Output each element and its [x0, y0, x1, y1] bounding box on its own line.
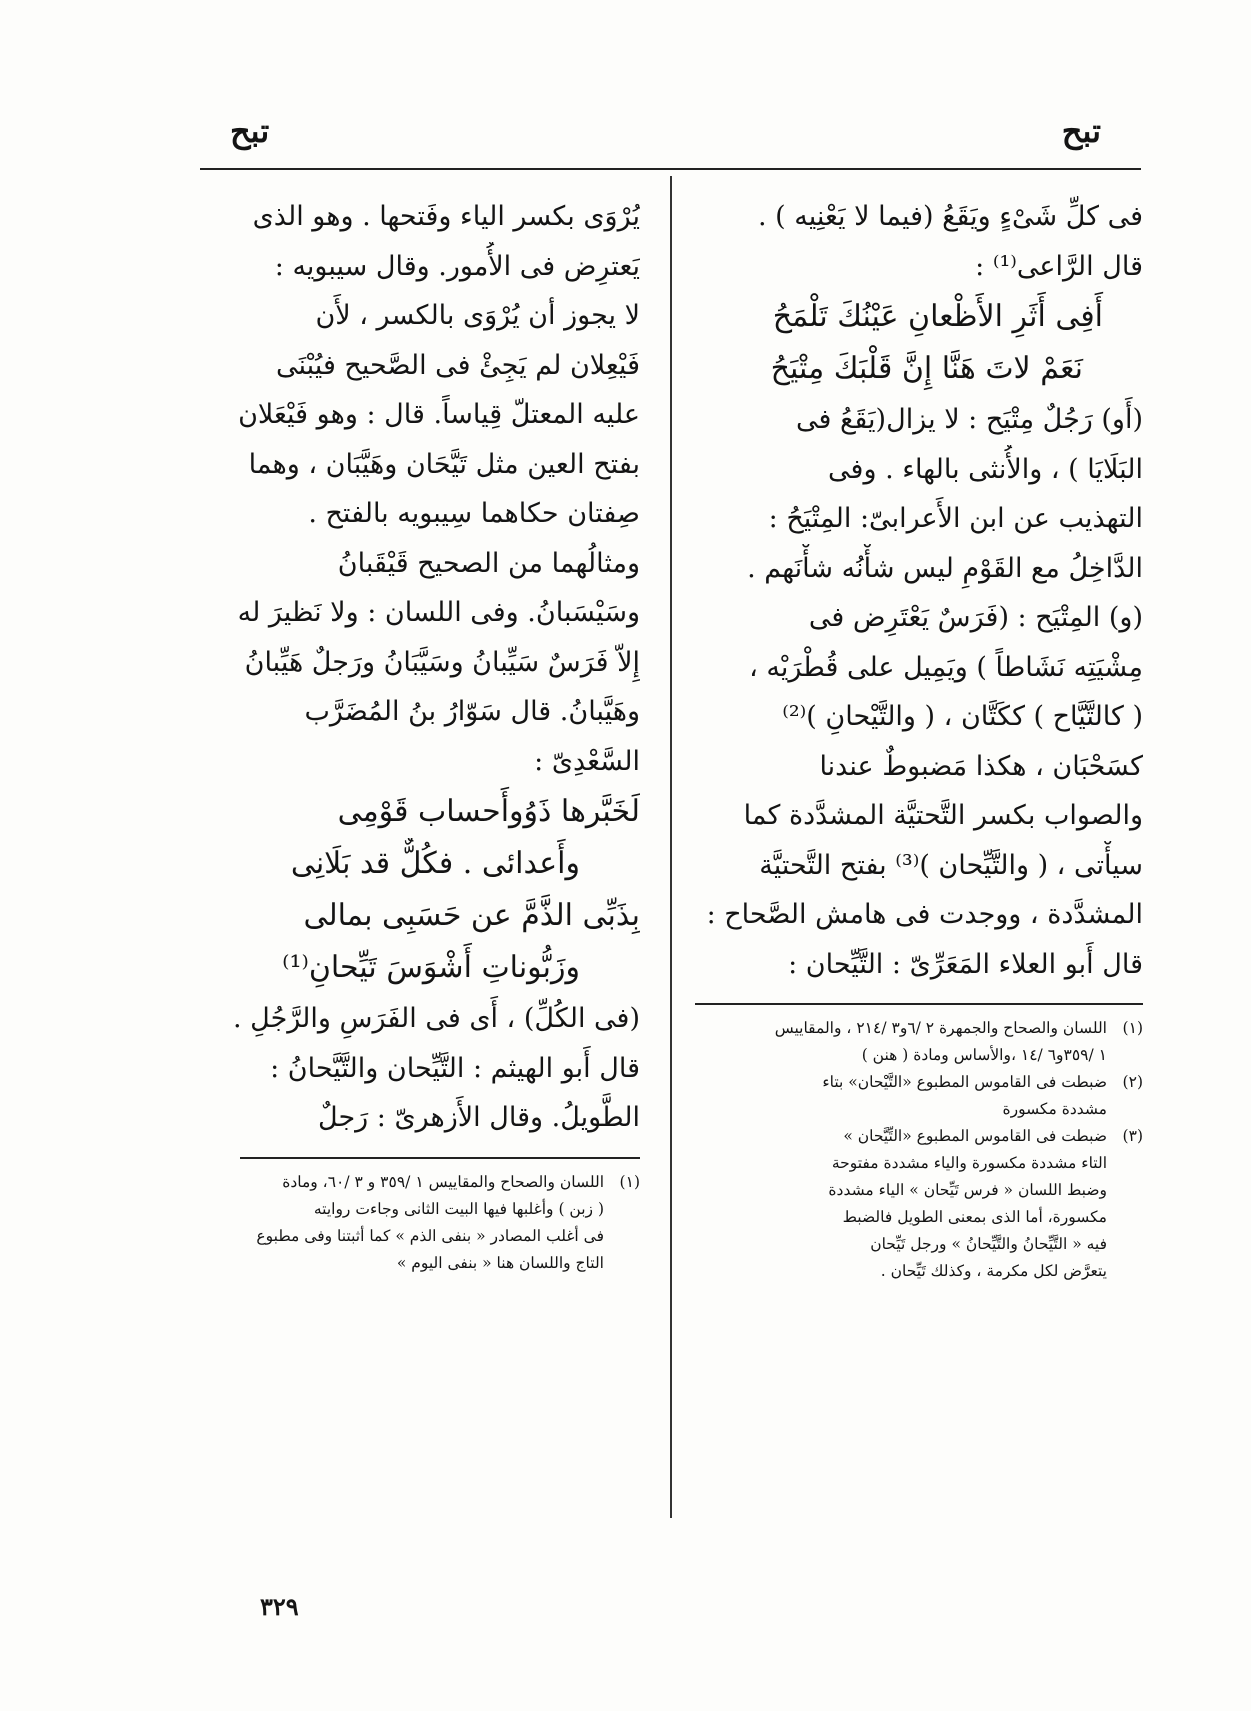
footnote-line: فى أغلب المصادر « بنفى الذم » كما أثبتنا وفى مطبوع: [256, 1226, 604, 1245]
footnote-line: يتعرَّض لكل مكرمة ، وكذلك تَيِّحان .: [880, 1262, 1107, 1280]
verse-line: نَعَمْ لاتَ هَنَّا إِنَّ قَلْبَكَ مِتْيَحُ: [770, 351, 1083, 386]
text-line: يَعترِض فى الأُمور. وقال سيبويه :: [274, 250, 640, 282]
footnote-rule: [695, 1003, 1143, 1005]
header-rule: [200, 168, 1141, 170]
text-line: المشدَّدة ، ووجدت فى هامش الصَّحاح :: [706, 899, 1143, 930]
verse-line: بِذَبِّى الذَّمَّ عن حَسَبِى بمالى: [303, 898, 640, 933]
footnote-number: (١): [1122, 1019, 1143, 1037]
text-line: صِفتان حكاهما سِيبويه بالفتح .: [308, 498, 640, 529]
left-text-a: [200, 192, 640, 786]
left-column: [200, 192, 640, 1277]
right-column: [695, 192, 1143, 1285]
footnote-number: (١): [619, 1172, 640, 1191]
running-header-left: تبح: [230, 112, 270, 150]
text-line: مِشْيَتِه نَشَاطاً ) ويَمِيل على قُطْرَيْه ،: [749, 651, 1143, 683]
text-line: فَيْعِلان لم يَجِئْ فى الصَّحيح فيُبْنَى: [276, 349, 640, 381]
text-line: البَلَايَا ) ، والأُنثى بالهاء . وفى: [828, 453, 1143, 485]
text-line: قال أَبو الهيثم : التَّيِّحان والتَّيَّحانُ :: [270, 1052, 640, 1084]
footnote-line: فيه « التَّيِّحانُ والتَّيِّحانُ » ورجل تَيِّحان: [870, 1235, 1107, 1253]
left-footnotes: [200, 1169, 640, 1277]
footnote-line: [200, 1169, 640, 1196]
footnote-line: وضبط اللسان « فرس تَيِّحان » الياء مشددة: [828, 1181, 1107, 1199]
left-verse: [200, 786, 640, 994]
right-footnotes: [695, 1015, 1143, 1285]
footnote-line: ( زبن ) وأغلبها فيها البيت الثانى وجاءت روايته: [313, 1199, 604, 1218]
footnote-number: (٣): [1122, 1127, 1143, 1145]
right-text-a: [695, 192, 1143, 291]
text-line: سيأْتى ، ( والتَّيِّحان )⁽³⁾ بفتح التَّحتيَّة: [759, 849, 1143, 881]
footnote-line: مشددة مكسورة: [1002, 1100, 1107, 1118]
text-line: فى كلِّ شَىْءٍ ويَقَعُ (فيما لا يَعْنِيه ) .: [757, 201, 1143, 232]
footnote-text: ضبطت فى القاموس المطبوع «التِّيَّحان »: [843, 1127, 1107, 1145]
text-line: (أَو) رَجُلٌ مِتْيَح : لا يزال(يَقَعُ فى: [796, 404, 1143, 435]
left-text-b: [200, 994, 640, 1143]
text-line: قال الرَّاعى⁽¹⁾ :: [975, 250, 1143, 282]
page-number: ٣٢٩: [260, 1592, 299, 1621]
text-line: إِلاّ فَرَسٌ سَيِّبانُ وسَيَّبَانُ ورَجلٌ هَيِّبانُ: [244, 646, 640, 678]
text-line: (فى الكُلِّ) ، أَى فى الفَرَسِ والرَّجُلِ .: [232, 1003, 640, 1034]
text-line: وسَيْسَبانُ. وفى اللسان : ولا نَظيرَ له: [237, 597, 640, 628]
text-line: لا يجوز أن يُرْوَى بالكسر ، لأَن: [315, 300, 640, 331]
text-line: ( كالتَّيَّاح ) ككَتَّان ، ( والتَّيْحانِ )⁽²⁾: [782, 701, 1143, 732]
footnote-line: التاج واللسان هنا « بنفى اليوم »: [396, 1253, 604, 1272]
footnote-line: [695, 1069, 1143, 1096]
text-line: والصواب بكسر التَّحتيَّة المشدَّدة كما: [743, 800, 1143, 831]
footnote-line: [695, 1123, 1143, 1150]
footnote-text: اللسان والصحاح والجمهرة ٢ /٦و٣ /٢١٤ ، والمقاييس: [774, 1019, 1107, 1037]
text-line: التهذيب عن ابن الأَعرابىّ: المِتْيَحُ :: [768, 503, 1143, 534]
footnote-text: اللسان والصحاح والمقاييس ١ /٣٥٩ و ٣ /٦٠، ومادة: [282, 1172, 604, 1191]
column-divider: [670, 176, 672, 1518]
right-verse: [695, 291, 1143, 395]
footnote-line: مكسورة، أما الذى بمعنى الطويل فالضبط: [842, 1208, 1107, 1226]
text-line: وهَيَّبانُ. قال سَوّارُ بنُ المُضَرَّب: [304, 696, 640, 727]
text-line: عليه المعتلّ قِياساً. قال : وهو فَيْعَلان: [238, 399, 640, 430]
text-line: كسَحْبَان ، هكذا مَضبوطٌ عندنا: [819, 750, 1143, 782]
text-line: الطَّويلُ. وقال الأَزهرىّ : رَجلٌ: [318, 1102, 640, 1133]
verse-line: وزَبُّوناتِ أَشْوَسَ تَيِّحانِ⁽¹⁾: [282, 950, 580, 985]
footnote-number: (٢): [1122, 1073, 1143, 1091]
running-header-right: تبح: [1061, 112, 1101, 150]
verse-line: لَخَبَّرها ذَوُوأَحساب قَوْمِى: [337, 794, 640, 829]
footnote-text: ضبطت فى القاموس المطبوع «التَّيْحان» بتاء: [822, 1073, 1107, 1091]
text-line: ومثالُهما من الصحيح قَيْقَبانُ: [337, 547, 640, 579]
verse-line: أَفِى أَثَرِ الأَظْعانِ عَيْنُكَ تَلْمَحُ: [772, 299, 1103, 334]
footnote-line: ١ /٣٥٩و٦ /١٤ ،والأساس ومادة ( هنن ): [861, 1046, 1107, 1064]
footnote-line: [695, 1015, 1143, 1042]
footnote-rule: [240, 1157, 640, 1159]
verse-line: وأَعدائى . فكُلٌّ قد بَلَانِى: [290, 846, 580, 881]
text-line: قال أَبو العلاء المَعَرِّىّ : التَّيِّحان :: [788, 948, 1143, 980]
text-line: السَّعْدِىّ :: [534, 745, 640, 777]
right-text-b: [695, 395, 1143, 989]
text-line: الدَّاخِلُ مع القَوْمِ ليس شأْنُه شأْنَهم .: [747, 552, 1143, 584]
footnote-line: التاء مشددة مكسورة والياء مشددة مفتوحة: [831, 1154, 1107, 1172]
text-line: بفتح العين مثل تَيَّحَان وهَيَّبَان ، وهما: [248, 448, 640, 480]
text-line: يُرْوَى بكسر الياء وفَتحها . وهو الذى: [252, 201, 640, 232]
text-line: (و) المِتْيَح : (فَرَسٌ يَعْتَرِض فى: [808, 602, 1143, 633]
